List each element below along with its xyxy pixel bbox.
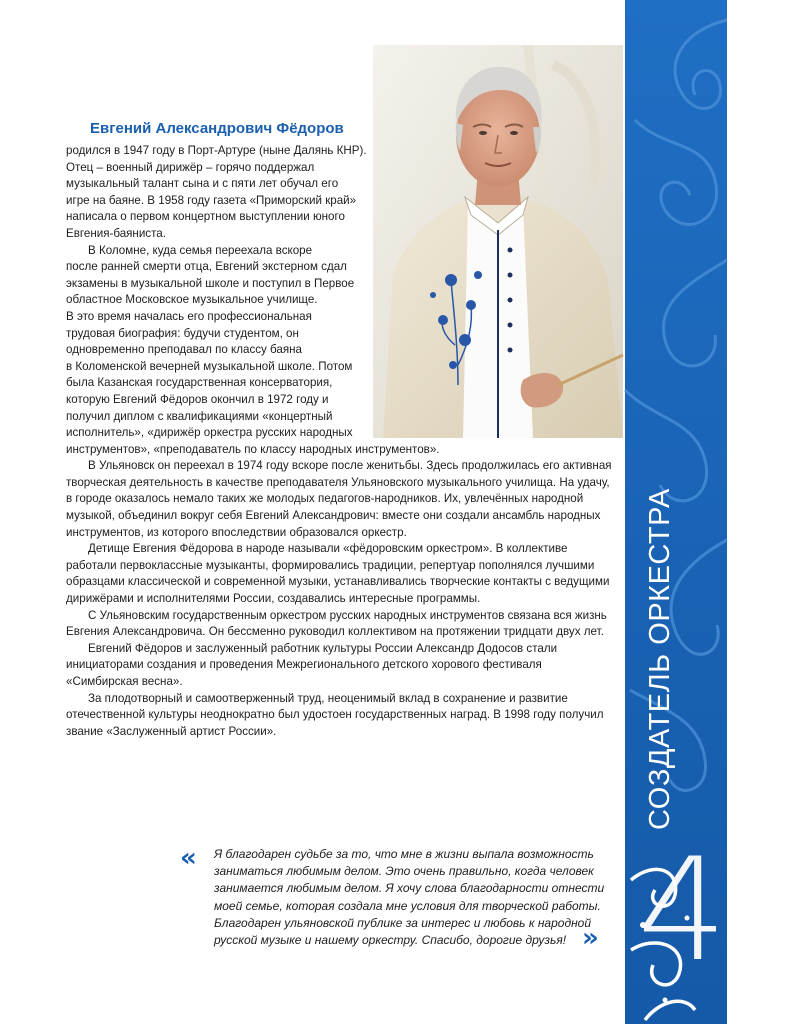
quote-close-mark: » xyxy=(582,923,599,953)
text-line: Отец – военный дирижёр – горячо поддержал xyxy=(66,160,315,174)
quote-line: моей семье, которая создала мне условия для творческой работы. xyxy=(214,898,601,913)
text-line: игре на баяне. В 1958 году газета «Приморский край» xyxy=(66,193,357,207)
paragraph: За плодотворный и самоотверженный труд, неоценимый вклад в сохранение и развитие отечественной культуры неоднократно был удостоен государственных наград. В 1998 году получил звание «Заслуженный артист России». xyxy=(66,691,604,738)
biography-intro xyxy=(66,143,614,458)
paragraph: Евгений Фёдоров и заслуженный работник культуры России Александр Додосов стали инициаторами создания и проведения Межрегионального детского хорового фестиваля «Симбирская весна». xyxy=(66,641,558,688)
text-line: одновременно преподавал по классу баяна xyxy=(66,343,303,357)
text-line: после ранней смерти отца, Евгений экстерном сдал xyxy=(66,260,347,274)
text-line: была Казанская государственная консерватория, xyxy=(66,376,333,390)
anniversary-number: 40 xyxy=(637,828,802,993)
text-line: получил диплом с квалификациями «концертный xyxy=(66,409,333,423)
quote-line: Благодарен ульяновской публике за интерес и любовь к народной xyxy=(214,915,592,930)
text-line: написала о первом концертном выступлении юного xyxy=(66,210,345,224)
text-line: инструментов», «преподаватель по классу народных инструментов». xyxy=(66,442,440,456)
text-line: экзамены в музыкальной школе и поступил в Первое xyxy=(66,276,355,290)
article-heading: Евгений Александрович Фёдоров xyxy=(90,120,344,137)
paragraph: В Ульяновск он переехал в 1974 году вскоре после женитьбы. Здесь продолжилась его активная творческая деятельность в качестве преподавателя Ульяновского музыкального училища. На удачу, в городе оказалось немало таких же молодых педагогов-народников. Их, увлечённых народной музыкой, объединил вокруг себя Евгений Александрович: вместе они создали ансамбль народных инструментов, из которого впоследствии образовался оркестр. xyxy=(66,459,612,539)
text-line: В это время началась его профессиональная xyxy=(66,309,312,323)
pull-quote xyxy=(214,846,605,949)
paragraph: С Ульяновским государственным оркестром русских народных инструментов связана вся жизнь Евгения Александровича. Он бессменно руководил коллективом на протяжении тридцати двух лет. xyxy=(66,608,607,639)
text-line: родился в 1947 году в Порт-Артуре (ныне Далянь КНР). xyxy=(66,144,367,157)
biography-main xyxy=(66,458,614,740)
text-line: трудовая биография: будучи студентом, он xyxy=(66,326,299,340)
article-body xyxy=(66,143,614,740)
side-band xyxy=(625,0,802,1024)
text-line: исполнитель», «дирижёр оркестра русских народных xyxy=(66,426,353,440)
text-line: музыкальный талант сына и с пяти лет обучал его xyxy=(66,177,339,191)
band-title: СОЗДАТЕЛЬ ОРКЕСТРА xyxy=(644,488,676,830)
paragraph: Детище Евгения Фёдорова в народе называли «фёдоровским оркестром». В коллективе работали первоклассные музыканты, формировались традиции, репертуар пополнялся лучшими образцами классической и современной музыки, устанавливались творческие контакты с ведущими дирижёрами и исполнителями России, создавались интересные программы. xyxy=(66,542,610,606)
text-line: Евгения-баяниста. xyxy=(66,226,166,240)
text-line: которую Евгений Фёдоров окончил в 1972 году и xyxy=(66,392,329,406)
text-line: областное Московское музыкальное училище. xyxy=(66,293,318,307)
quote-open-mark: « xyxy=(180,843,197,873)
quote-line: занимается любимым делом. Я хочу слова благодарности отнести xyxy=(214,881,605,896)
quote-line: Я благодарен судьбе за то, что мне в жизни выпала возможность xyxy=(214,847,594,861)
text-line: В Коломне, куда семья переехала вскоре xyxy=(88,243,313,257)
text-line: в Коломенской вечерней музыкальной школе. Потом xyxy=(66,359,353,373)
quote-line: заниматься любимым делом. Это очень правильно, когда человек xyxy=(214,864,594,879)
quote-line: русской музыке и нашему оркестру. Спасибо, дорогие друзья! xyxy=(214,933,567,948)
